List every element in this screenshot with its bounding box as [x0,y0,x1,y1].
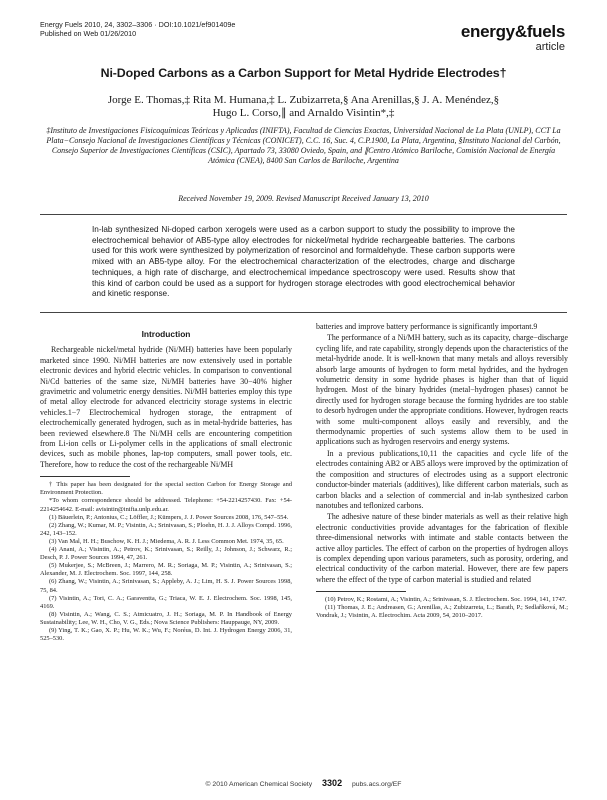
journal-meta [40,20,340,38]
footnotes-right [316,596,568,620]
page-footer [40,778,567,788]
copyright: © 2010 American Chemical Society [205,781,313,788]
intro-paragraph-1: Rechargeable nickel/metal hydride (Ni/MH) batteries have been popularly marketed since 1990. Ni/MH batteries are now extensively used in portable electronic devices and hybrid electric vehicles. In comparison to conventional Ni/Cd batteries of the same size, Ni/MH batteries have 30−40% higher gravimetric and volumetric energy densities. Ni/MH batteries employ this type of metal alloy electrode for advanced electricity storage systems in electric vehicles.1−7 Electrochemical hydrogen storage, the entrapment of electrochemically generated hydrogen, such as in metal-hydride batteries, has been reviewed elsewhere.8 The Ni/MH cells are encountering competition from Li-ion cells or Li-polymer cells in the applications of small electronic devices, such as mobile phones, lap-top computers, small power tools, etc. Therefore, how to reduce the cost of the rechargeable Ni/MH [40,345,292,469]
reference-11: (11) Thomas, J. E.; Andreasen, G.; Arenillas, A.; Zubizarreta, L.; Barath, P.; Sedlaříková, M.; Vondrak, J.; Visintin, A. Electrochim. Acta 2009, 54, 2010–2017. [316,604,568,620]
affiliations: ‡Instituto de Investigaciones Fisicoquímicas Teóricas y Aplicadas (INIFTA), Facultad de Ciencias Exactas, Universidad Nacional de La Plata (UNLP), CCT La Plata−Consejo Nacional de Investigaciones Científicas y Técnicas (CONICET), C.C. 16, Suc. 4, C.P.1900, La Plata, Argentina, §Instituto Nacional del Carbón, Consejo Superior de Investigaciones Científicas (CSIC), Apartado 73, 33080 Oviedo, Spain, and ∥Centro Atómico Bariloche, Comisión Nacional de Energía Atómica (CNEA), 8400 San Carlos de Bariloche, Argentina [46,126,561,165]
footnote: *To whom correspondence should be addressed. Telephone: +54-2214257430. Fax: +54-2214254642. E-mail: avisintin@inifta.unlp.edu.ar. [40,497,292,513]
journal-logo: energy&fuels [460,22,565,41]
journal-citation: Energy Fuels 2010, 24, 3302–3306 · DOI:10.1021/ef901409e [40,20,236,29]
reference-8: (8) Visintin, A.; Wang, C. S.; Atmicuatro, J. H.; Soriaga, M. P. In Handbook of Energy Sustainability; Lee, W. H., Cho, V. G., Eds.; Nova Science Publishers: Hauppauge, NY, 2009. [40,610,292,626]
reference-1: (1) Bäuerlein, P.; Antonius, C.; Löffler, J.; Kümpers, J. J. Power Sources 2008, 176, 547–554. [49,513,289,521]
body-paragraph-4: The adhesive nature of these binder materials as well as their relative high electronic conductivities provide advantages for the fabrication of flexible three-dimensional networks with intimate and stable contacts between the active alloy particles. The effect of carbon on the properties of hydrogen alloys is complex depending upon various parameters, such as porosity, ordering, and electrical conductivity of the carbon material. However, there are few papers where the effect of the type of carbon material is studied and related [316,512,568,584]
body-paragraph-continued: batteries and improve battery performance is significantly important.9 [316,322,538,331]
published-date: Published on Web 01/26/2010 [40,29,137,38]
paper-title: Ni-Doped Carbons as a Carbon Support for Metal Hydride Electrodes† [100,66,507,80]
section-heading-introduction: Introduction [141,329,191,339]
right-column [316,322,568,620]
footnote-rule [316,591,406,592]
body-paragraph-3: In a previous publications,10,11 the capacities and cycle life of the electrodes containing AB2 or AB5 alloys were improved by the optimization of the composition and structures of electrodes using as a support electronic conductor-binder materials (additives), like different carbon materials, such as carbon blacks and a selection of commercial and in-lab synthesized carbon nanotubes and teflonized carbons. [316,448,568,510]
page-number: 3302 [322,778,343,788]
reference-7: (7) Visintin, A.; Tori, C. A.; Garaventta, G.; Triaca, W. E. J. Electrochem. Soc. 1998, 145, 4169. [40,594,292,610]
reference-9: (9) Ying, T. K.; Gao, X. P.; Hu, W. K.; Wu, F.; Noréus, D. Int. J. Hydrogen Energy 2006, 31, 525–530. [40,626,292,643]
abstract-bottom-rule [40,312,567,313]
reference-2: (2) Zhang, W.; Kumar, M. P.; Visintin, A.; Srinivasan, S.; Ploehn, H. J. J. Alloys Compd. 1996, 242, 143–152. [40,521,292,537]
journal-url[interactable]: pubs.acs.org/EF [351,781,402,788]
article-type: article [535,41,565,53]
reference-4: (4) Anani, A.; Visintin, A.; Petrov, K.; Srinivasan, S.; Reilly, J.; Johnson, J.; Schwarz, R.; Desch, P. J. Power Sources 1994, 47, 261. [40,546,292,562]
journal-brand [461,22,565,53]
footnotes-left [40,481,292,643]
reference-5: (5) Mukerjee, S.; McBreen, J.; Marrero, M. R.; Soriaga, M. P.; Visintin, A.; Srinivasan, S.; Alexander, M. J. Electrochem. Soc. 1997, 144, 258. [40,562,292,578]
reference-6: (6) Zhang, W.; Visintin, A.; Srinivasan, S.; Appleby, A. J.; Lim, H. S. J. Power Sources 1998, 75, 84. [40,578,292,594]
reference-3: (3) Van Mal, H. H.; Buschow, K. H. J.; Miedema, A. R. J. Less Common Met. 1974, 35, 65. [49,537,284,545]
footnote: † This paper has been designated for the special section Carbon for Energy Storage and Environment Protection. [40,481,292,497]
body-paragraph-2: The performance of a Ni/MH battery, such as its capacity, charge−discharge cycling life, and rate capability, strongly depends upon the characteristics of the metal-hydride anode. It is well-known that many metals and alloys reversibly absorb large amounts of hydrogen to form metal hydrides, and the hydrogen volumetric density in some hydride phases is higher than that of liquid hydrogen. Most of the binary hydrides (metal−hydrogen phases) cannot be directly used for hydrogen storage because the forming hydrides are too stable to desorb hydrogen under the appropriate conditions. However, hydrogen reacts with some multi-component alloys easily and reversibly, and the thermodynamic properties of such systems allow them to be used in applications such as hydrogen reservoirs and energy systems. [316,333,568,447]
abstract-top-rule [40,214,567,215]
footnote-rule [40,476,130,477]
authors-line-1: Jorge E. Thomas,‡ Rita M. Humana,‡ L. Zubizarreta,§ Ana Arenillas,§ J. A. Menéndez,§ [107,94,500,106]
abstract: In-lab synthesized Ni-doped carbon xerogels were used as a carbon support to study the possibility to improve the electrochemical behavior of AB5-type alloy electrodes for nickel/metal hydride rechargeable batteries. The carbons used for this work were synthesized by polymerization of resorcinol and formaldehyde. These carbon supports were mixed with an AB5-type alloy. For the electrochemical characterization of the electrodes, charge and discharge techniques, a high rate of discharge, and electrochemical impedance spectroscopy were used. Results show that this kind of carbon could be used as a support for hydrogen storage electrodes with good electrochemical behavior and kinetic response. [92,225,515,299]
reference-10: (10) Petrov, K.; Rostami, A.; Visintin, A.; Srinivasan, S. J. Electrochem. Soc. 1994, 141, 1747. [325,596,567,604]
received-dates: Received November 19, 2009. Revised Manuscript Received January 13, 2010 [178,194,429,203]
left-column [40,322,292,643]
author-list [30,94,577,120]
authors-line-2: Hugo L. Corso,∥ and Arnaldo Visintin*,‡ [212,107,395,119]
